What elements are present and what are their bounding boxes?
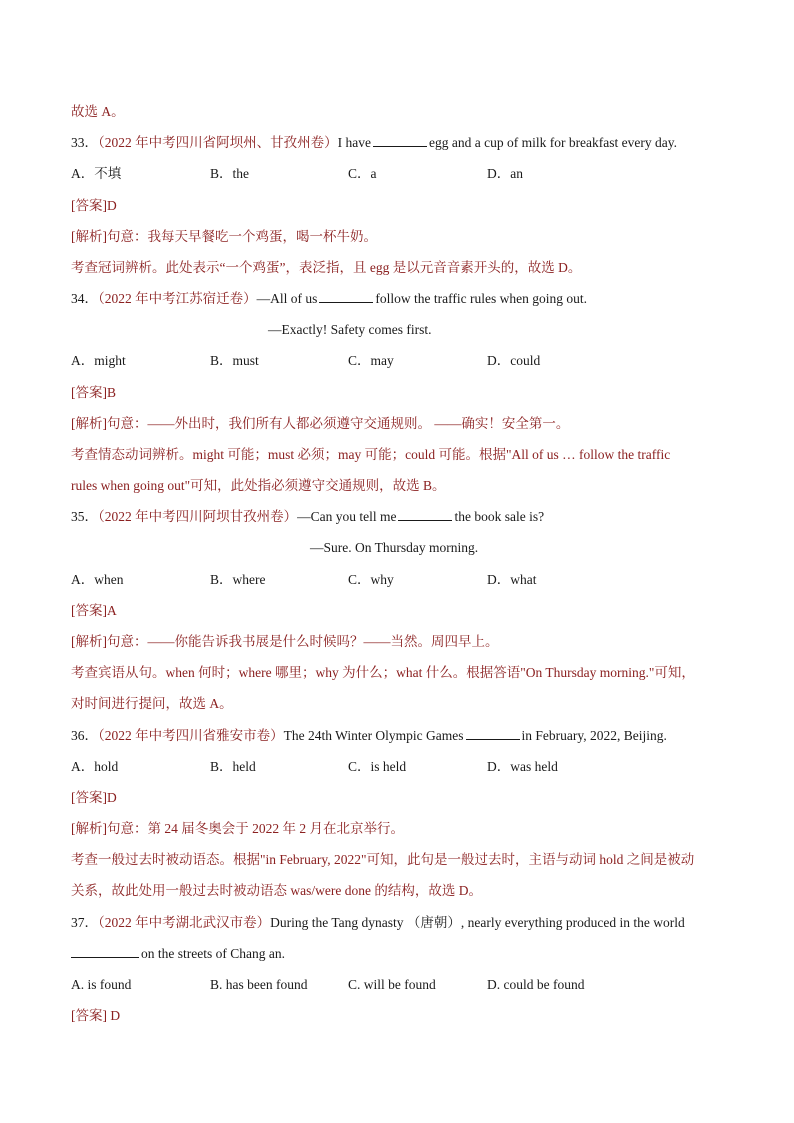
question-text: the book sale is? xyxy=(454,509,545,524)
option-c: C．why xyxy=(348,572,394,587)
question-text: in February, 2022, Beijing. xyxy=(521,728,667,743)
answer-label: [答案] D xyxy=(71,1008,121,1023)
analysis-explanation: 考查冠词辨析。此处表示“一个鸡蛋”，表泛指，且 egg 是以元音音素开头的，故选 D。 xyxy=(71,260,582,275)
question-source: （2022 年中考湖北武汉市卷） xyxy=(98,915,271,930)
question-34 xyxy=(71,290,587,308)
option-a: A．when xyxy=(71,572,124,587)
question-36 xyxy=(71,727,667,745)
question-text: The 24th Winter Olympic Games xyxy=(283,728,464,743)
option-d: D．an xyxy=(487,166,523,181)
question-text: egg and a cup of milk for breakfast every day. xyxy=(428,135,678,150)
analysis-meaning: [解析]句意：第 24 届冬奥会于 2022 年 2 月在北京举行。 xyxy=(71,821,404,836)
question-source: （2022 年中考四川省阿坝州、甘孜州卷） xyxy=(98,135,338,150)
analysis-explanation: 考查宾语从句。when 何时；where 哪里；why 为什么；what 什么。根据答语"On Thursday morning."可知， xyxy=(71,665,695,680)
answer-blank xyxy=(319,290,373,303)
question-number: 35． xyxy=(71,509,98,524)
option-a: A．might xyxy=(71,353,126,368)
option-b: B．the xyxy=(210,166,249,181)
analysis-explanation-cont: 关系，故此处用一般过去时被动语态 was/were done 的结构，故选 D。 xyxy=(71,883,482,898)
question-number: 37． xyxy=(71,915,98,930)
question-number: 36． xyxy=(71,728,98,743)
question-33 xyxy=(71,134,677,152)
question-37-cont xyxy=(71,945,285,963)
dialogue-reply: —Sure. On Thursday morning. xyxy=(310,540,479,555)
option-d: D．what xyxy=(487,572,537,587)
answer-blank xyxy=(71,945,139,958)
question-35 xyxy=(71,508,544,526)
question-source: （2022 年中考四川省雅安市卷） xyxy=(98,728,284,743)
answer-blank xyxy=(373,134,427,147)
option-d: D．was held xyxy=(487,759,558,774)
answer-label: [答案]B xyxy=(71,385,116,400)
question-source: （2022 年中考江苏宿迁卷） xyxy=(98,291,257,306)
option-b: B. has been found xyxy=(210,977,308,992)
option-c: C. will be found xyxy=(348,977,436,992)
option-b: B．must xyxy=(210,353,259,368)
question-text: During the Tang dynasty （唐朝）, nearly everything produced in the world xyxy=(270,915,685,930)
question-37 xyxy=(71,914,685,932)
answer-label: [答案]D xyxy=(71,790,117,805)
question-text: I have xyxy=(337,135,371,150)
question-number: 34． xyxy=(71,291,98,306)
option-c: C．a xyxy=(348,166,377,181)
question-text: —All of us xyxy=(256,291,318,306)
question-number: 33． xyxy=(71,135,98,150)
answer-blank xyxy=(398,508,452,521)
option-a: A．hold xyxy=(71,759,119,774)
option-c: C．may xyxy=(348,353,394,368)
answer-conclusion: 故选 A。 xyxy=(71,104,125,119)
option-b: B．held xyxy=(210,759,256,774)
analysis-meaning: [解析]句意：我每天早餐吃一个鸡蛋，喝一杯牛奶。 xyxy=(71,229,377,244)
answer-label: [答案]D xyxy=(71,198,117,213)
option-d: D．could xyxy=(487,353,541,368)
analysis-explanation-cont: 对时间进行提问，故选 A。 xyxy=(71,696,233,711)
question-source: （2022 年中考四川阿坝甘孜州卷） xyxy=(98,509,298,524)
answer-blank xyxy=(466,727,520,740)
option-c: C．is held xyxy=(348,759,407,774)
dialogue-reply: —Exactly! Safety comes first. xyxy=(268,322,432,337)
option-a: A．不填 xyxy=(71,166,122,181)
analysis-meaning: [解析]句意：——你能告诉我书展是什么时候吗？——当然。周四早上。 xyxy=(71,634,499,649)
analysis-explanation-cont: rules when going out"可知，此处指必须遵守交通规则，故选 B。 xyxy=(71,478,446,493)
option-a: A. is found xyxy=(71,977,132,992)
option-b: B．where xyxy=(210,572,266,587)
question-text: follow the traffic rules when going out. xyxy=(375,291,587,306)
answer-label: [答案]A xyxy=(71,603,117,618)
analysis-meaning: [解析]句意：——外出时，我们所有人都必须遵守交通规则。 ——确实！安全第一。 xyxy=(71,416,570,431)
option-d: D. could be found xyxy=(487,977,585,992)
question-text: —Can you tell me xyxy=(297,509,397,524)
analysis-explanation: 考查情态动词辨析。might 可能；must 必须；may 可能；could 可能。根据"All of us … follow the traffic xyxy=(71,447,671,462)
analysis-explanation: 考查一般过去时被动语态。根据"in February, 2022"可知，此句是一般过去时，主语与动词 hold 之间是被动 xyxy=(71,852,695,867)
question-text: on the streets of Chang an. xyxy=(141,946,285,961)
